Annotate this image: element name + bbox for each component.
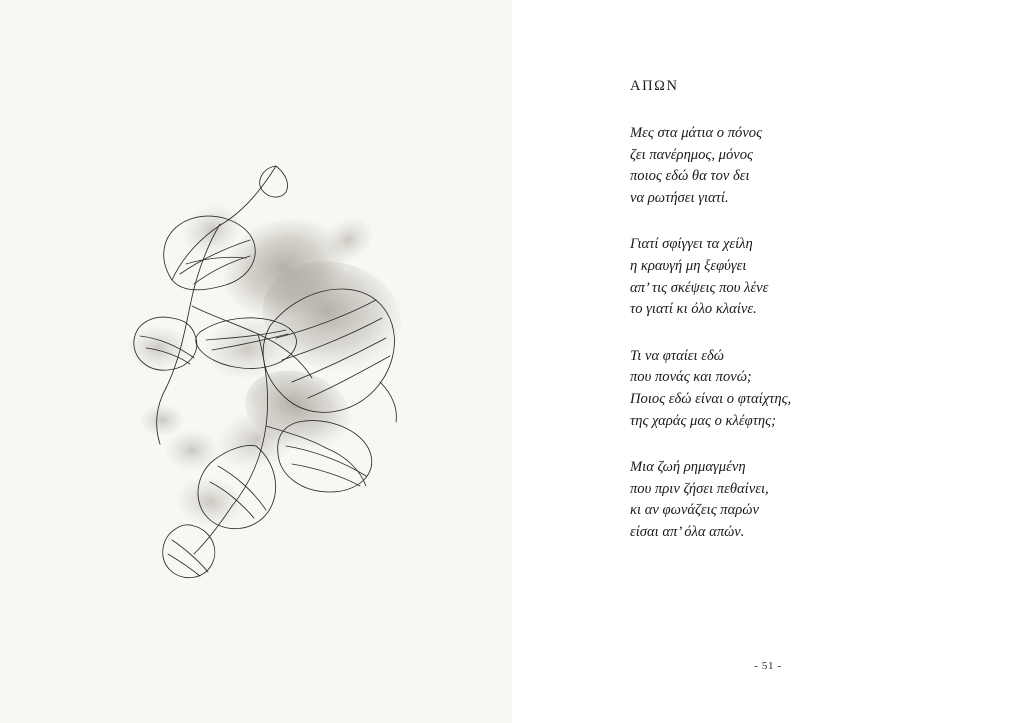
poem-line: Μες στα μάτια ο πόνος (630, 125, 763, 141)
poem-line: είσαι απ’ όλα απών. (630, 523, 745, 540)
poem-line: που πριν ζήσει πεθαίνει, (630, 480, 769, 497)
poem-line: κι αν φωνάζεις παρών (630, 502, 759, 519)
poem-line: Γιατί σφίγγει τα χείλη (630, 236, 753, 253)
poem-line: να ρωτήσει γιατί. (630, 189, 729, 206)
wash-blots (128, 196, 412, 532)
poem-line: Ποιος εδώ είναι ο φταίχτης, (630, 390, 792, 407)
poem-line: Μια ζωή ρημαγμένη (630, 459, 746, 476)
poem-line: το γιατί κι όλο κλαίνε. (630, 301, 757, 318)
poem-line: που πονάς και πονώ; (630, 369, 752, 386)
poem-title: ΑΠΩΝ (630, 78, 679, 94)
poem-line: Τι να φταίει εδώ (630, 347, 724, 364)
poem-line: της χαράς μας ο κλέφτης; (630, 412, 776, 429)
poem (630, 78, 970, 544)
poem-line: ζει πανέρημος, μόνος (630, 146, 753, 163)
stanza-4 (630, 457, 970, 543)
ink-wash-leaves-illustration (60, 120, 460, 580)
poem-line: η κραυγή μη ξεφύγει (630, 257, 747, 274)
stanza-1 (630, 123, 970, 209)
page-number: - 51 - (754, 660, 782, 672)
stanza-2 (630, 234, 970, 320)
right-page (512, 0, 1024, 723)
poem-line: απ’ τις σκέψεις που λένε (630, 279, 769, 296)
poem-line: ποιος εδώ θα τον δει (630, 168, 750, 185)
stanza-3 (630, 346, 970, 432)
